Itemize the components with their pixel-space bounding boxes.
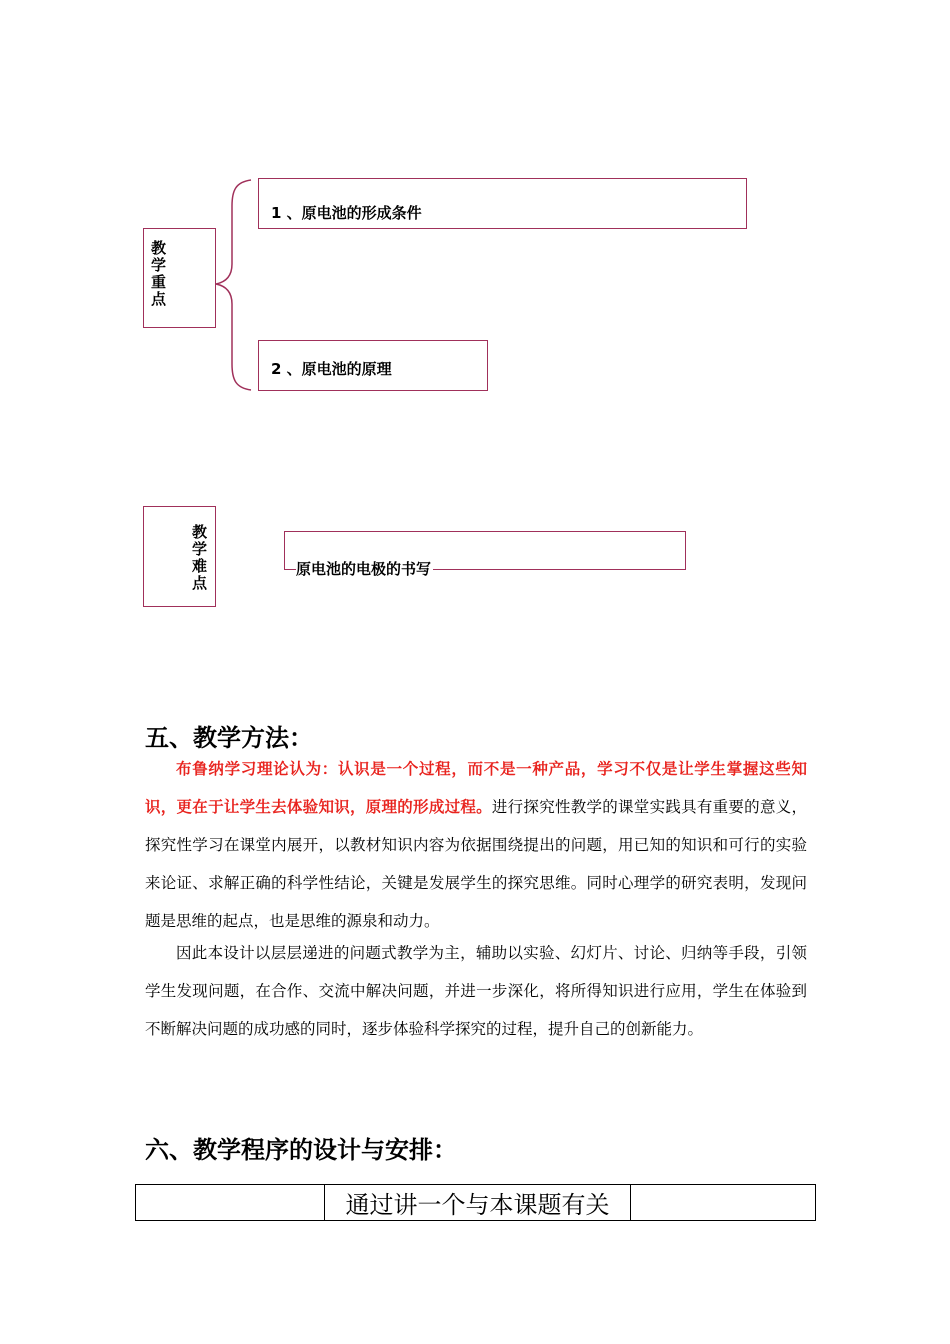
section5-paragraph-1: [145, 750, 807, 940]
section5-heading: 五、教学方法：: [145, 723, 313, 752]
key-points-label: 教学重点: [151, 239, 167, 308]
theory-quote: 布鲁纳学习理论认为：认识是一个过程，而不是一种产品，学习不仅是让学生掌握这些知识，更在于让学生去体验知识，原理的形成过程。: [145, 760, 807, 816]
key-point-1: 1 、原电池的形成条件: [271, 204, 422, 222]
program-table: [135, 1184, 816, 1221]
paragraph-1-rest: 进行探究性教学的课堂实践具有重要的意义，探究性学习在课堂内展开，以教材知识内容为依据围绕提出的问题，用已知的知识和可行的实验来论证、求解正确的科学性结论，关键是发展学生的探究思维。同时心理学的研究表明，发现问题是思维的起点，也是思维的源泉和动力。: [145, 798, 807, 930]
brace-connector: [214, 178, 262, 393]
section5-paragraph-2: 因此本设计以层层递进的问题式教学为主，辅助以实验、幻灯片、讨论、归纳等手段，引领学生发现问题，在合作、交流中解决问题，并进一步深化，将所得知识进行应用，学生在体验到不断解决问题的成功感的同时，逐步体验科学探究的过程，提升自己的创新能力。: [145, 944, 807, 1038]
key-point-2: 2 、原电池的原理: [271, 360, 392, 378]
table-cell-middle: 通过讲一个与本课题有关: [325, 1185, 631, 1221]
table-row: [136, 1185, 816, 1221]
table-cell-left: [136, 1185, 325, 1221]
difficult-points-label: 教学难点: [192, 523, 208, 592]
difficult-point-text: 原电池的电极的书写: [296, 560, 432, 578]
section6-heading: 六、教学程序的设计与安排：: [145, 1135, 457, 1164]
table-cell-right: [631, 1185, 816, 1221]
